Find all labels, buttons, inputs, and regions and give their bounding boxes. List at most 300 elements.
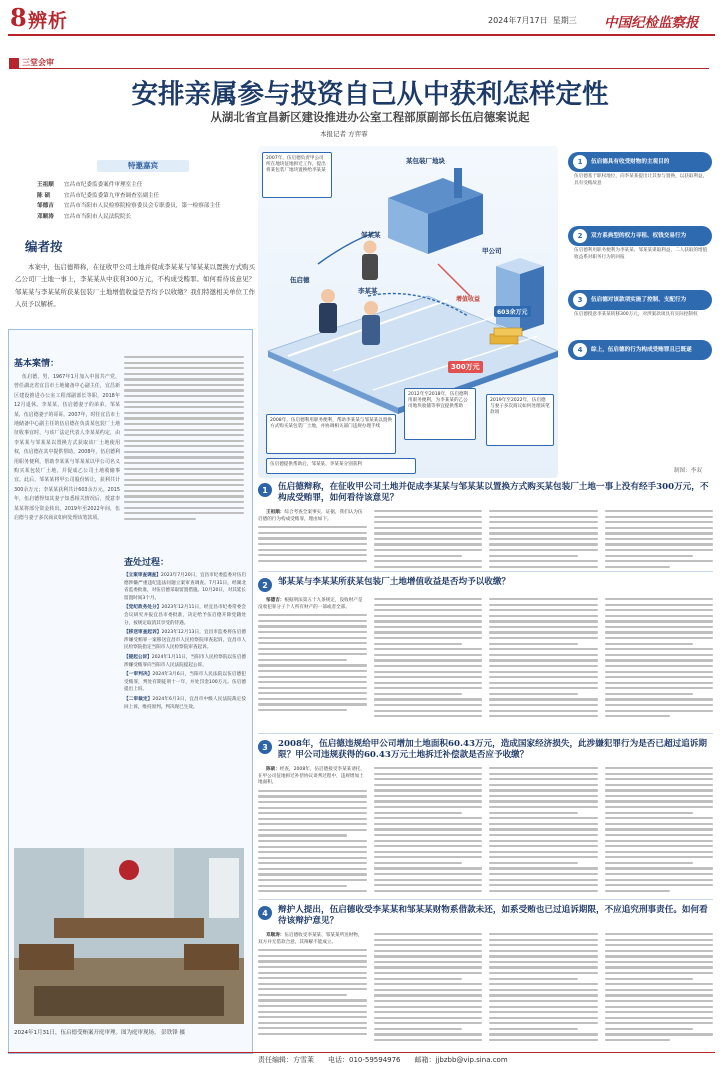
basic-facts-cont-lines xyxy=(124,356,244,520)
answer-lines xyxy=(374,598,483,717)
text-line xyxy=(489,773,598,775)
analysis-step xyxy=(568,340,712,360)
question-number: 2 xyxy=(258,578,272,592)
text-line xyxy=(605,643,694,645)
text-line xyxy=(258,1016,367,1018)
text-line xyxy=(489,817,598,819)
basic-facts xyxy=(14,356,120,778)
text-line xyxy=(258,823,367,825)
text-line xyxy=(489,693,578,695)
qa-divider xyxy=(258,571,713,572)
text-line xyxy=(489,710,598,712)
text-line xyxy=(489,560,598,562)
label-factory: 某包装厂地块 xyxy=(406,157,445,165)
text-line xyxy=(258,642,367,644)
answer-columns xyxy=(258,767,713,896)
text-line xyxy=(489,631,598,633)
text-line xyxy=(489,715,598,717)
text-line xyxy=(124,429,244,431)
text-line xyxy=(124,362,244,364)
text-line xyxy=(605,944,714,946)
text-line xyxy=(489,1011,598,1013)
li-body-icon xyxy=(362,315,380,345)
editor-note-title: 编者按 xyxy=(25,239,63,254)
text-line xyxy=(374,961,483,963)
verdict-label: 【党纪政务处分】 xyxy=(124,605,162,611)
text-line xyxy=(605,620,714,622)
text-line xyxy=(258,692,367,694)
text-line xyxy=(605,767,714,769)
answer-lines xyxy=(605,767,714,892)
text-line xyxy=(605,789,714,791)
guest-name: 邹德吉 xyxy=(37,203,54,210)
text-line xyxy=(605,828,714,830)
verdict-label: 【移送审查起诉】 xyxy=(124,630,162,636)
text-line xyxy=(124,518,196,520)
text-line xyxy=(258,698,367,700)
text-line xyxy=(374,671,483,673)
text-line xyxy=(374,806,483,808)
text-line xyxy=(374,994,483,996)
text-line xyxy=(374,643,463,645)
text-line xyxy=(374,527,483,529)
text-line xyxy=(489,626,598,628)
text-line xyxy=(374,773,483,775)
text-line xyxy=(605,626,714,628)
text-line xyxy=(374,950,483,952)
text-line xyxy=(605,989,714,991)
text-line xyxy=(605,527,714,529)
text-line xyxy=(124,484,244,486)
text-line xyxy=(258,560,367,562)
label-li: 李某某 xyxy=(358,287,378,295)
text-line xyxy=(258,988,367,990)
guest-list xyxy=(37,180,249,222)
question-header xyxy=(258,739,713,761)
label-amount1: 300万元 xyxy=(448,361,483,373)
text-line xyxy=(258,890,367,892)
text-line xyxy=(374,538,483,540)
answer-columns xyxy=(258,598,713,721)
text-line xyxy=(605,566,670,568)
footer-phone: 电话：010-59594976 xyxy=(328,1056,401,1064)
question-number: 1 xyxy=(258,483,272,497)
text-line xyxy=(258,999,367,1001)
analysis-step xyxy=(568,152,712,172)
answer-column xyxy=(605,767,714,896)
qa-block xyxy=(258,905,713,1045)
headline: 安排亲属参与投资自己从中获利怎样定性 xyxy=(131,79,609,110)
guest-name: 陈 硕 xyxy=(37,192,51,199)
text-line xyxy=(489,834,598,836)
text-line xyxy=(258,801,367,803)
text-line xyxy=(124,434,244,436)
text-line xyxy=(489,566,598,568)
text-line xyxy=(605,555,694,557)
text-line xyxy=(258,1027,367,1029)
answer-intro xyxy=(258,933,367,946)
question-number: 4 xyxy=(258,906,272,920)
li-head-icon xyxy=(364,301,378,315)
byline: 本报记者 方弈霏 xyxy=(320,130,368,138)
text-line xyxy=(374,615,483,617)
text-line xyxy=(605,950,714,952)
text-line xyxy=(605,795,714,797)
answer-column xyxy=(258,767,367,896)
text-line xyxy=(605,676,714,678)
text-line xyxy=(605,715,670,717)
answer-lines xyxy=(258,526,367,562)
text-line xyxy=(374,676,483,678)
answer-lines xyxy=(605,510,714,568)
subheadline: 从湖北省宜昌新区建设推进办公室工程部原副部长伍启德案说起 xyxy=(210,110,530,124)
text-line xyxy=(258,972,367,974)
text-line xyxy=(374,598,483,600)
text-line xyxy=(258,1005,367,1007)
text-line xyxy=(489,884,598,886)
text-line xyxy=(258,885,347,887)
text-line xyxy=(374,1028,463,1030)
text-line xyxy=(124,395,244,397)
text-line xyxy=(258,960,367,962)
text-line xyxy=(258,857,367,859)
answer-lines xyxy=(374,510,483,568)
text-line xyxy=(489,704,598,706)
text-line xyxy=(374,1006,483,1008)
answer-lines xyxy=(489,510,598,568)
masthead-rule xyxy=(8,34,715,36)
building-a-front xyxy=(496,266,520,332)
verdict-item xyxy=(124,654,246,669)
label-zou: 邹某某 xyxy=(361,231,381,239)
tag-rule xyxy=(9,68,709,69)
verdict-item xyxy=(124,572,246,602)
text-line xyxy=(258,659,347,661)
text-line xyxy=(605,817,714,819)
verdict-text: 2023年7月20日，宜昌市纪委监委对伍启德涉嫌严重违纪违法问题立案审查调查。7月31日，经湖北省监委批准，对伍启德采取留置措施。10月20日，对其延长留置时间3个月。 xyxy=(124,573,246,601)
text-line xyxy=(489,840,598,842)
text-line xyxy=(489,654,598,656)
text-line xyxy=(489,994,598,996)
callout-4: 2019年至2022年，伍启德与妻子多次商议如何处理该笔款项 xyxy=(486,394,554,446)
step-number: 4 xyxy=(573,343,587,357)
text-line xyxy=(374,823,483,825)
qa-block xyxy=(258,482,713,571)
text-line xyxy=(258,983,367,985)
answer-lines xyxy=(374,767,483,892)
money-stack-icon-2 xyxy=(494,328,522,336)
text-line xyxy=(489,879,598,881)
verdict-text: 2024年1月11日，当阳市人民检察院以伍启德涉嫌受贿罪向当阳市人民法院提起公诉。 xyxy=(124,654,246,668)
text-line xyxy=(489,873,598,875)
text-line xyxy=(124,384,244,386)
text-line xyxy=(124,512,244,514)
step-number: 1 xyxy=(573,155,587,169)
text-line xyxy=(374,851,483,853)
text-line xyxy=(605,671,714,673)
answer-column xyxy=(605,510,714,571)
text-line xyxy=(605,978,694,980)
text-line xyxy=(258,687,367,689)
text-line xyxy=(374,939,483,941)
text-line xyxy=(489,538,598,540)
editor-note-text: 本案中，伍启德辩称，在征收甲公司土地并促成李某某与邹某某以置换方式购买乙公司厂土地一事上，李某某从中获利300万元，不构成受贿罪。如何看待该意见？邹某某与李某某所获某包装厂土地增值收益是否均予以收缴？我们特邀相关单位工作人员予以解析。 xyxy=(15,263,255,309)
text-line xyxy=(124,473,244,475)
text-line xyxy=(374,665,483,667)
text-line xyxy=(489,665,598,667)
text-line xyxy=(374,789,483,791)
guest-role: 宜昌市纪委监委案件审理室主任 xyxy=(64,182,143,188)
qa-divider xyxy=(258,733,713,734)
text-line xyxy=(605,1006,714,1008)
text-line xyxy=(374,867,483,869)
text-line xyxy=(258,829,367,831)
text-line xyxy=(489,510,598,512)
question-number: 3 xyxy=(258,740,272,754)
text-line xyxy=(374,566,483,568)
verdict-block xyxy=(124,555,246,713)
verdict-item xyxy=(124,604,246,627)
verdict-label: 【一审判决】 xyxy=(124,672,153,678)
text-line xyxy=(374,543,483,545)
answer-columns xyxy=(258,933,713,1045)
guests-box xyxy=(37,160,249,224)
question-title: 辩护人提出，伍启德收受李某某和邹某某财物系借款未还，如系受贿也已过追诉期限，不应追究刑事责任。如何看待该辩护意见？ xyxy=(278,905,708,926)
text-line xyxy=(258,625,367,627)
court-emblem xyxy=(119,860,139,880)
analysis-step xyxy=(568,290,712,310)
text-line xyxy=(605,654,714,656)
text-line xyxy=(605,773,714,775)
text-line xyxy=(605,1039,670,1041)
text-line xyxy=(124,373,244,375)
text-line xyxy=(124,456,244,458)
text-line xyxy=(258,873,367,875)
text-line xyxy=(374,1000,483,1002)
step-number: 3 xyxy=(573,293,587,307)
text-line xyxy=(489,933,598,935)
building-a-side xyxy=(520,266,544,332)
text-line xyxy=(258,862,367,864)
zou-head-icon xyxy=(364,241,377,254)
court-bench xyxy=(54,918,204,938)
answer-intro xyxy=(258,598,367,611)
text-line xyxy=(605,961,714,963)
text-line xyxy=(374,955,483,957)
text-line xyxy=(124,378,244,380)
text-line xyxy=(489,598,598,600)
issue-date xyxy=(488,15,577,26)
text-line xyxy=(605,778,714,780)
guest-role: 宜昌市当阳市人民法院院长 xyxy=(64,213,132,220)
text-line xyxy=(489,978,578,980)
text-line xyxy=(374,978,463,980)
text-line xyxy=(258,977,367,979)
callout-2: 2008年，伍启德利用职务便利，帮助李某某与邹某某以置换方式购买某包装厂土地，并协调相关部门违规办理手续 xyxy=(266,414,396,454)
text-line xyxy=(374,693,463,695)
text-line xyxy=(374,879,483,881)
text-line xyxy=(489,828,598,830)
text-line xyxy=(258,879,367,881)
text-line xyxy=(489,890,598,892)
text-line xyxy=(374,856,483,858)
text-line xyxy=(374,687,483,689)
answer-column xyxy=(258,933,367,1045)
photo-caption: 2024年1月31日，伍启德受贿案开庭审理。图为庭审现场。 彭铁锋 摄 xyxy=(14,1030,185,1036)
text-line xyxy=(258,537,367,539)
text-line xyxy=(374,555,463,557)
text-line xyxy=(605,933,714,935)
text-line xyxy=(374,795,483,797)
text-line xyxy=(374,845,483,847)
text-line xyxy=(605,955,714,957)
answer-column xyxy=(489,933,598,1045)
text-line xyxy=(605,521,714,523)
text-line xyxy=(489,698,598,700)
guest-row xyxy=(37,201,249,212)
answer-column xyxy=(374,933,483,1045)
text-line xyxy=(489,867,598,869)
text-line xyxy=(605,890,670,892)
court-photo-image xyxy=(14,848,244,1024)
text-line xyxy=(374,944,483,946)
text-line xyxy=(124,451,244,453)
answer-column xyxy=(258,598,367,721)
text-line xyxy=(605,1028,694,1030)
text-line xyxy=(124,479,244,481)
text-line xyxy=(258,846,367,848)
text-line xyxy=(489,516,598,518)
step-number: 2 xyxy=(573,229,587,243)
text-line xyxy=(258,526,367,528)
text-line xyxy=(605,1022,714,1024)
text-line xyxy=(489,682,598,684)
text-line xyxy=(489,532,598,534)
text-line xyxy=(489,648,598,650)
text-line xyxy=(124,401,244,403)
text-line xyxy=(124,389,244,391)
answer-lines xyxy=(489,933,598,1041)
verdict-list xyxy=(124,572,246,711)
text-line xyxy=(374,710,483,712)
text-line xyxy=(374,840,483,842)
guest-row xyxy=(37,212,249,223)
text-line xyxy=(605,884,714,886)
text-line xyxy=(124,468,244,470)
text-line xyxy=(124,406,244,408)
answer-column xyxy=(374,510,483,571)
basic-facts-title: 基本案情： xyxy=(14,359,60,369)
wu-body-icon xyxy=(319,303,337,333)
court-desk-left xyxy=(19,944,74,970)
question-header xyxy=(258,905,713,927)
answer-intro xyxy=(258,767,367,787)
step-title: 双方系典型的权力寻租、权钱交易行为 xyxy=(591,232,687,239)
text-line xyxy=(258,949,367,951)
text-line xyxy=(124,423,244,425)
text-line xyxy=(374,1039,483,1041)
answer-lines xyxy=(489,598,598,717)
answer-lines xyxy=(258,949,367,1035)
text-line xyxy=(258,840,367,842)
footer xyxy=(258,1055,508,1065)
verdict-label: 【二审裁定】 xyxy=(124,696,153,702)
text-line xyxy=(489,1000,598,1002)
text-line xyxy=(258,543,367,545)
text-line xyxy=(258,868,367,870)
text-line xyxy=(258,818,367,820)
guests-title: 特邀嘉宾 xyxy=(97,160,189,172)
paper-logo: 中国纪检监察报 xyxy=(604,15,699,31)
text-line xyxy=(605,856,714,858)
date-text: 2024年7月17日 xyxy=(488,16,548,25)
text-line xyxy=(374,784,483,786)
text-line xyxy=(489,862,578,864)
text-line xyxy=(374,966,483,968)
text-line xyxy=(605,1000,714,1002)
text-line xyxy=(258,664,367,666)
text-line xyxy=(124,356,244,358)
text-line xyxy=(489,966,598,968)
text-line xyxy=(605,687,714,689)
text-line xyxy=(489,784,598,786)
text-line xyxy=(374,778,483,780)
text-line xyxy=(258,614,367,616)
text-line xyxy=(605,560,714,562)
text-line xyxy=(605,698,714,700)
footer-editor: 责任编辑：方雪莱 xyxy=(258,1056,314,1064)
text-line xyxy=(605,609,714,611)
text-line xyxy=(374,516,483,518)
text-line xyxy=(489,1028,578,1030)
text-line xyxy=(605,704,714,706)
text-line xyxy=(374,510,483,512)
text-line xyxy=(489,671,598,673)
text-line xyxy=(489,549,598,551)
text-line xyxy=(258,1011,367,1013)
text-line xyxy=(374,654,483,656)
text-line xyxy=(258,966,367,968)
text-line xyxy=(374,983,483,985)
text-line xyxy=(124,462,244,464)
answer-speaker: 陈硕： xyxy=(266,767,280,772)
verdict-title: 查处过程： xyxy=(124,558,170,568)
court-photo xyxy=(14,848,244,1024)
basic-facts-text: 伍启德，男，1967年1月加入中国共产党，曾任湖北省宜昌市土地储备中心副主任，宜昌新区建设推进办公室工程部副部长等职，2018年12月退休。李某某，伍启德妻子的弟弟。邹某某，伍启德妻子的哥哥。2007年，时任宜昌市土地储备中心副主任的伍启德在负责某包装厂土地征收事宜时，与该厂法定代表人李某某约定，由李某某与邹某某以置换方式获取该厂土地使用权，伍启德在其中提供帮助。2008年，伍启德利用职务便利，帮助李某某与邹某某以甲公司名义购买某包装厂土地，并促成乙公司土地收储事宜。此后，邹某某将甲公司股份转让，获利共计300余万元；李某某获利共计603余万元。2015年，伍启德得知其妻子知悉相关情况后，授意李某某将部分资金转出。2019年至2022年间，伍启德与妻子多次商议如何处理该笔款项。 xyxy=(14,374,120,522)
text-line xyxy=(605,800,714,802)
verdict-label: 【提起公诉】 xyxy=(124,654,152,660)
text-line xyxy=(605,598,714,600)
text-line xyxy=(605,867,714,869)
answer-text: 根据刑法第五十九条规定，没收财产是没收犯罪分子个人所有财产的一部或者全部。 xyxy=(258,598,363,610)
question-title: 伍启德辩称，在征收甲公司土地并促成李某某与邹某某以置换方式购买某包装厂土地一事上没有经手300万元，不构成受贿罪，如何看待该意见？ xyxy=(278,482,709,503)
text-line xyxy=(605,510,714,512)
text-line xyxy=(489,637,598,639)
text-line xyxy=(489,620,598,622)
text-line xyxy=(374,549,483,551)
text-line xyxy=(374,873,483,875)
answer-column xyxy=(605,598,714,721)
answer-speaker: 王祖顺： xyxy=(266,510,285,515)
text-line xyxy=(489,615,598,617)
answer-lines xyxy=(258,790,367,893)
text-line xyxy=(124,417,244,419)
text-line xyxy=(374,704,483,706)
text-line xyxy=(605,1017,714,1019)
answer-column xyxy=(374,767,483,896)
text-line xyxy=(258,955,367,957)
text-line xyxy=(489,789,598,791)
